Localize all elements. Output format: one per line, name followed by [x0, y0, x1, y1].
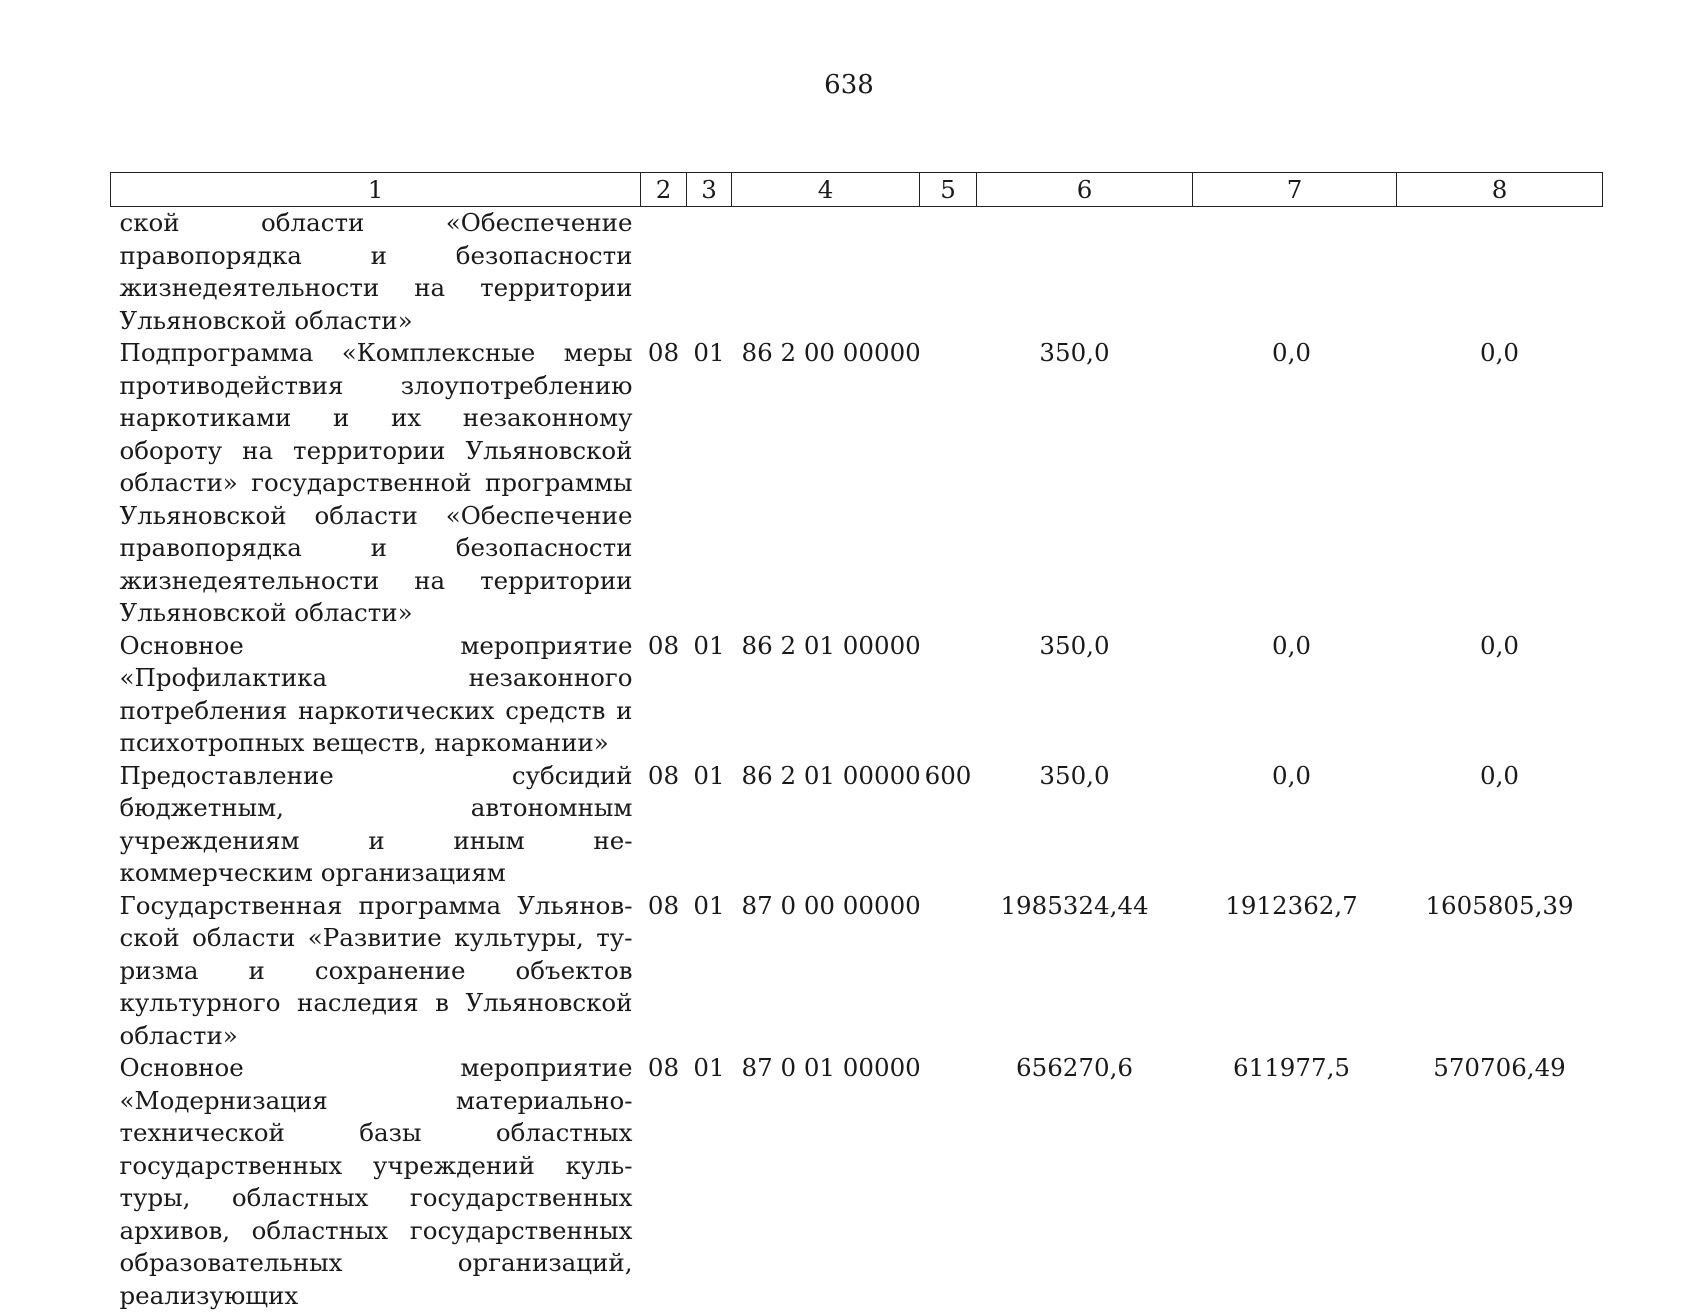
column-header-7: 7 — [1193, 173, 1397, 207]
target-article-cell: 87 0 01 00000 — [741, 1053, 921, 1082]
subsection-code-cell: 01 — [693, 1053, 725, 1082]
table-row — [111, 890, 1603, 1053]
subsection-code-cell: 01 — [693, 338, 725, 367]
expense-type-cell — [920, 207, 977, 338]
amount-col7-cell: 1912362,7 — [1225, 890, 1358, 920]
column-header-4: 4 — [732, 173, 920, 207]
column-header-3: 3 — [687, 173, 732, 207]
target-article-cell: 86 2 00 00000 — [741, 338, 921, 367]
column-header-6: 6 — [977, 173, 1193, 207]
row-name-cell: ской области «Обеспечение правопорядка и безопасности жизнедеятельности на территории Ульяновской области» — [119, 208, 633, 335]
amount-col8-cell: 1605805,39 — [1425, 890, 1574, 920]
table-row — [111, 1052, 1603, 1312]
table-row — [111, 630, 1603, 760]
row-name-cell: Подпрограмма «Комплексные меры противодействия злоупотреблению наркотиками и их незаконному обороту на территории Ульяновской области» государственной программы Ульяновской области «Обеспечение правопорядка и безопасности жизнедеятельности на территории Ульяновской области» — [119, 338, 633, 627]
column-header-1: 1 — [111, 173, 641, 207]
column-header-2: 2 — [641, 173, 687, 207]
section-code-cell: 08 — [647, 890, 680, 920]
amount-col7-cell: 611977,5 — [1233, 1053, 1350, 1082]
page-number: 638 — [824, 70, 874, 100]
amount-col7-cell: 0,0 — [1272, 338, 1311, 367]
subsection-code-cell: 01 — [693, 760, 725, 790]
target-article-cell: 87 0 00 00000 — [741, 890, 921, 920]
amount-col6-cell: 350,0 — [1039, 760, 1110, 790]
row-name-cell: Основное мероприятие «Профилактика незаконного потребления наркотических средств и психотропных веществ, наркомании» — [119, 630, 633, 757]
section-code-cell: 08 — [647, 760, 680, 790]
section-code-cell: 08 — [647, 338, 680, 367]
subsection-code-cell — [687, 207, 732, 338]
amount-col6-cell: 350,0 — [1039, 630, 1110, 660]
section-code-cell: 08 — [647, 1053, 680, 1082]
expense-type-cell — [920, 337, 977, 630]
amount-col8-cell: 0,0 — [1480, 338, 1519, 367]
amount-col8-cell: 570706,49 — [1433, 1053, 1566, 1082]
table-row — [111, 337, 1603, 630]
section-code-cell — [641, 207, 687, 338]
target-article-cell: 86 2 01 00000 — [741, 760, 921, 790]
row-name-cell: Государственная программа Ульяновской области «Развитие культуры, туризма и сохранение объектов культурного наследия в Ульяновской области» — [119, 890, 633, 1050]
amount-col6-cell: 1985324,44 — [1000, 890, 1149, 920]
row-name-cell: Предоставление субсидий бюджетным, автономным учреждениям и иным некоммерческим организациям — [119, 760, 633, 887]
budget-table — [110, 172, 1603, 1312]
expense-type-cell — [920, 630, 977, 760]
target-article-cell — [732, 207, 920, 338]
amount-col6-cell: 350,0 — [1039, 338, 1110, 367]
amount-col8-cell: 0,0 — [1480, 760, 1519, 790]
amount-col8-cell — [1397, 207, 1603, 338]
amount-col7-cell — [1193, 207, 1397, 338]
expense-type-cell — [920, 1052, 977, 1312]
amount-col6-cell — [977, 207, 1193, 338]
table-header-row — [111, 173, 1603, 207]
table-row — [111, 207, 1603, 338]
amount-col6-cell: 656270,6 — [1016, 1053, 1133, 1082]
amount-col7-cell: 0,0 — [1272, 630, 1311, 660]
column-header-8: 8 — [1397, 173, 1603, 207]
section-code-cell: 08 — [647, 630, 680, 660]
subsection-code-cell: 01 — [693, 630, 725, 660]
row-name-cell: Основное мероприятие «Модернизация материально-технической базы областных государственных учреждений культуры, областных государственных архивов, областных государственных образовательных организаций, реализующих — [119, 1053, 633, 1310]
expense-type-cell — [920, 890, 977, 1053]
column-header-5: 5 — [920, 173, 977, 207]
expense-type-cell: 600 — [924, 760, 972, 790]
table-row — [111, 760, 1603, 890]
subsection-code-cell: 01 — [693, 890, 725, 920]
target-article-cell: 86 2 01 00000 — [741, 630, 921, 660]
amount-col8-cell: 0,0 — [1480, 630, 1519, 660]
amount-col7-cell: 0,0 — [1272, 760, 1311, 790]
